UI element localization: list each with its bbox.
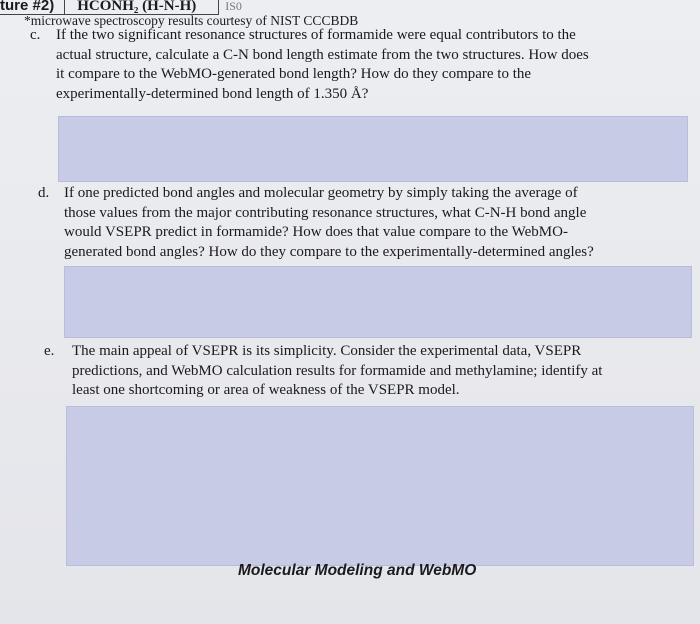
question-c-line-2: actual structure, calculate a C-N bond length estimate from the two structures. How does <box>56 46 589 63</box>
question-c-line-1: If the two significant resonance structures of formamide were equal contributors to the <box>56 27 576 43</box>
footer-title: Molecular Modeling and WebMO <box>238 562 477 579</box>
question-c <box>30 26 700 104</box>
question-c-text <box>56 26 700 104</box>
question-e <box>44 342 700 401</box>
question-d-line-4: generated bond angles? How do they compare to the experimentally-determined angles? <box>64 243 594 260</box>
question-d-line-1: If one predicted bond angles and molecular geometry by simply taking the average of <box>64 185 578 201</box>
source-note: *microwave spectroscopy results courtesy of NIST CCCBDB <box>24 13 359 28</box>
angle-fragment: IS0 <box>225 0 242 13</box>
question-e-text <box>72 342 700 401</box>
question-e-line-1: The main appeal of VSEPR is its simplicity. Consider the experimental data, VSEPR <box>72 343 582 359</box>
question-d-letter: d. <box>38 185 50 201</box>
answer-box-d[interactable] <box>64 266 692 338</box>
question-d-line-2: those values from the major contributing resonance structures, what C-N-H bond angle <box>64 204 587 221</box>
structure-label: ture #2) <box>0 0 65 15</box>
answer-box-e[interactable] <box>66 406 694 566</box>
question-d-text <box>64 184 700 262</box>
question-c-line-4: experimentally-determined bond length of 1.350 Å? <box>56 85 369 102</box>
answer-box-c[interactable] <box>58 116 688 182</box>
question-c-line-3: it compare to the WebMO-generated bond length? How do they compare to the <box>56 66 532 82</box>
formula-label: HCONH₂ (H-N-H) <box>65 0 219 15</box>
question-d-line-3: would VSEPR predict in formamide? How does that value compare to the WebMO- <box>64 224 568 240</box>
question-c-letter: c. <box>30 27 41 43</box>
question-d <box>38 184 700 262</box>
question-e-letter: e. <box>44 343 55 359</box>
question-e-line-3: least one shortcoming or area of weakness of the VSEPR model. <box>72 382 460 398</box>
question-e-line-2: predictions, and WebMO calculation results for formamide and methylamine; identify at <box>72 362 603 379</box>
